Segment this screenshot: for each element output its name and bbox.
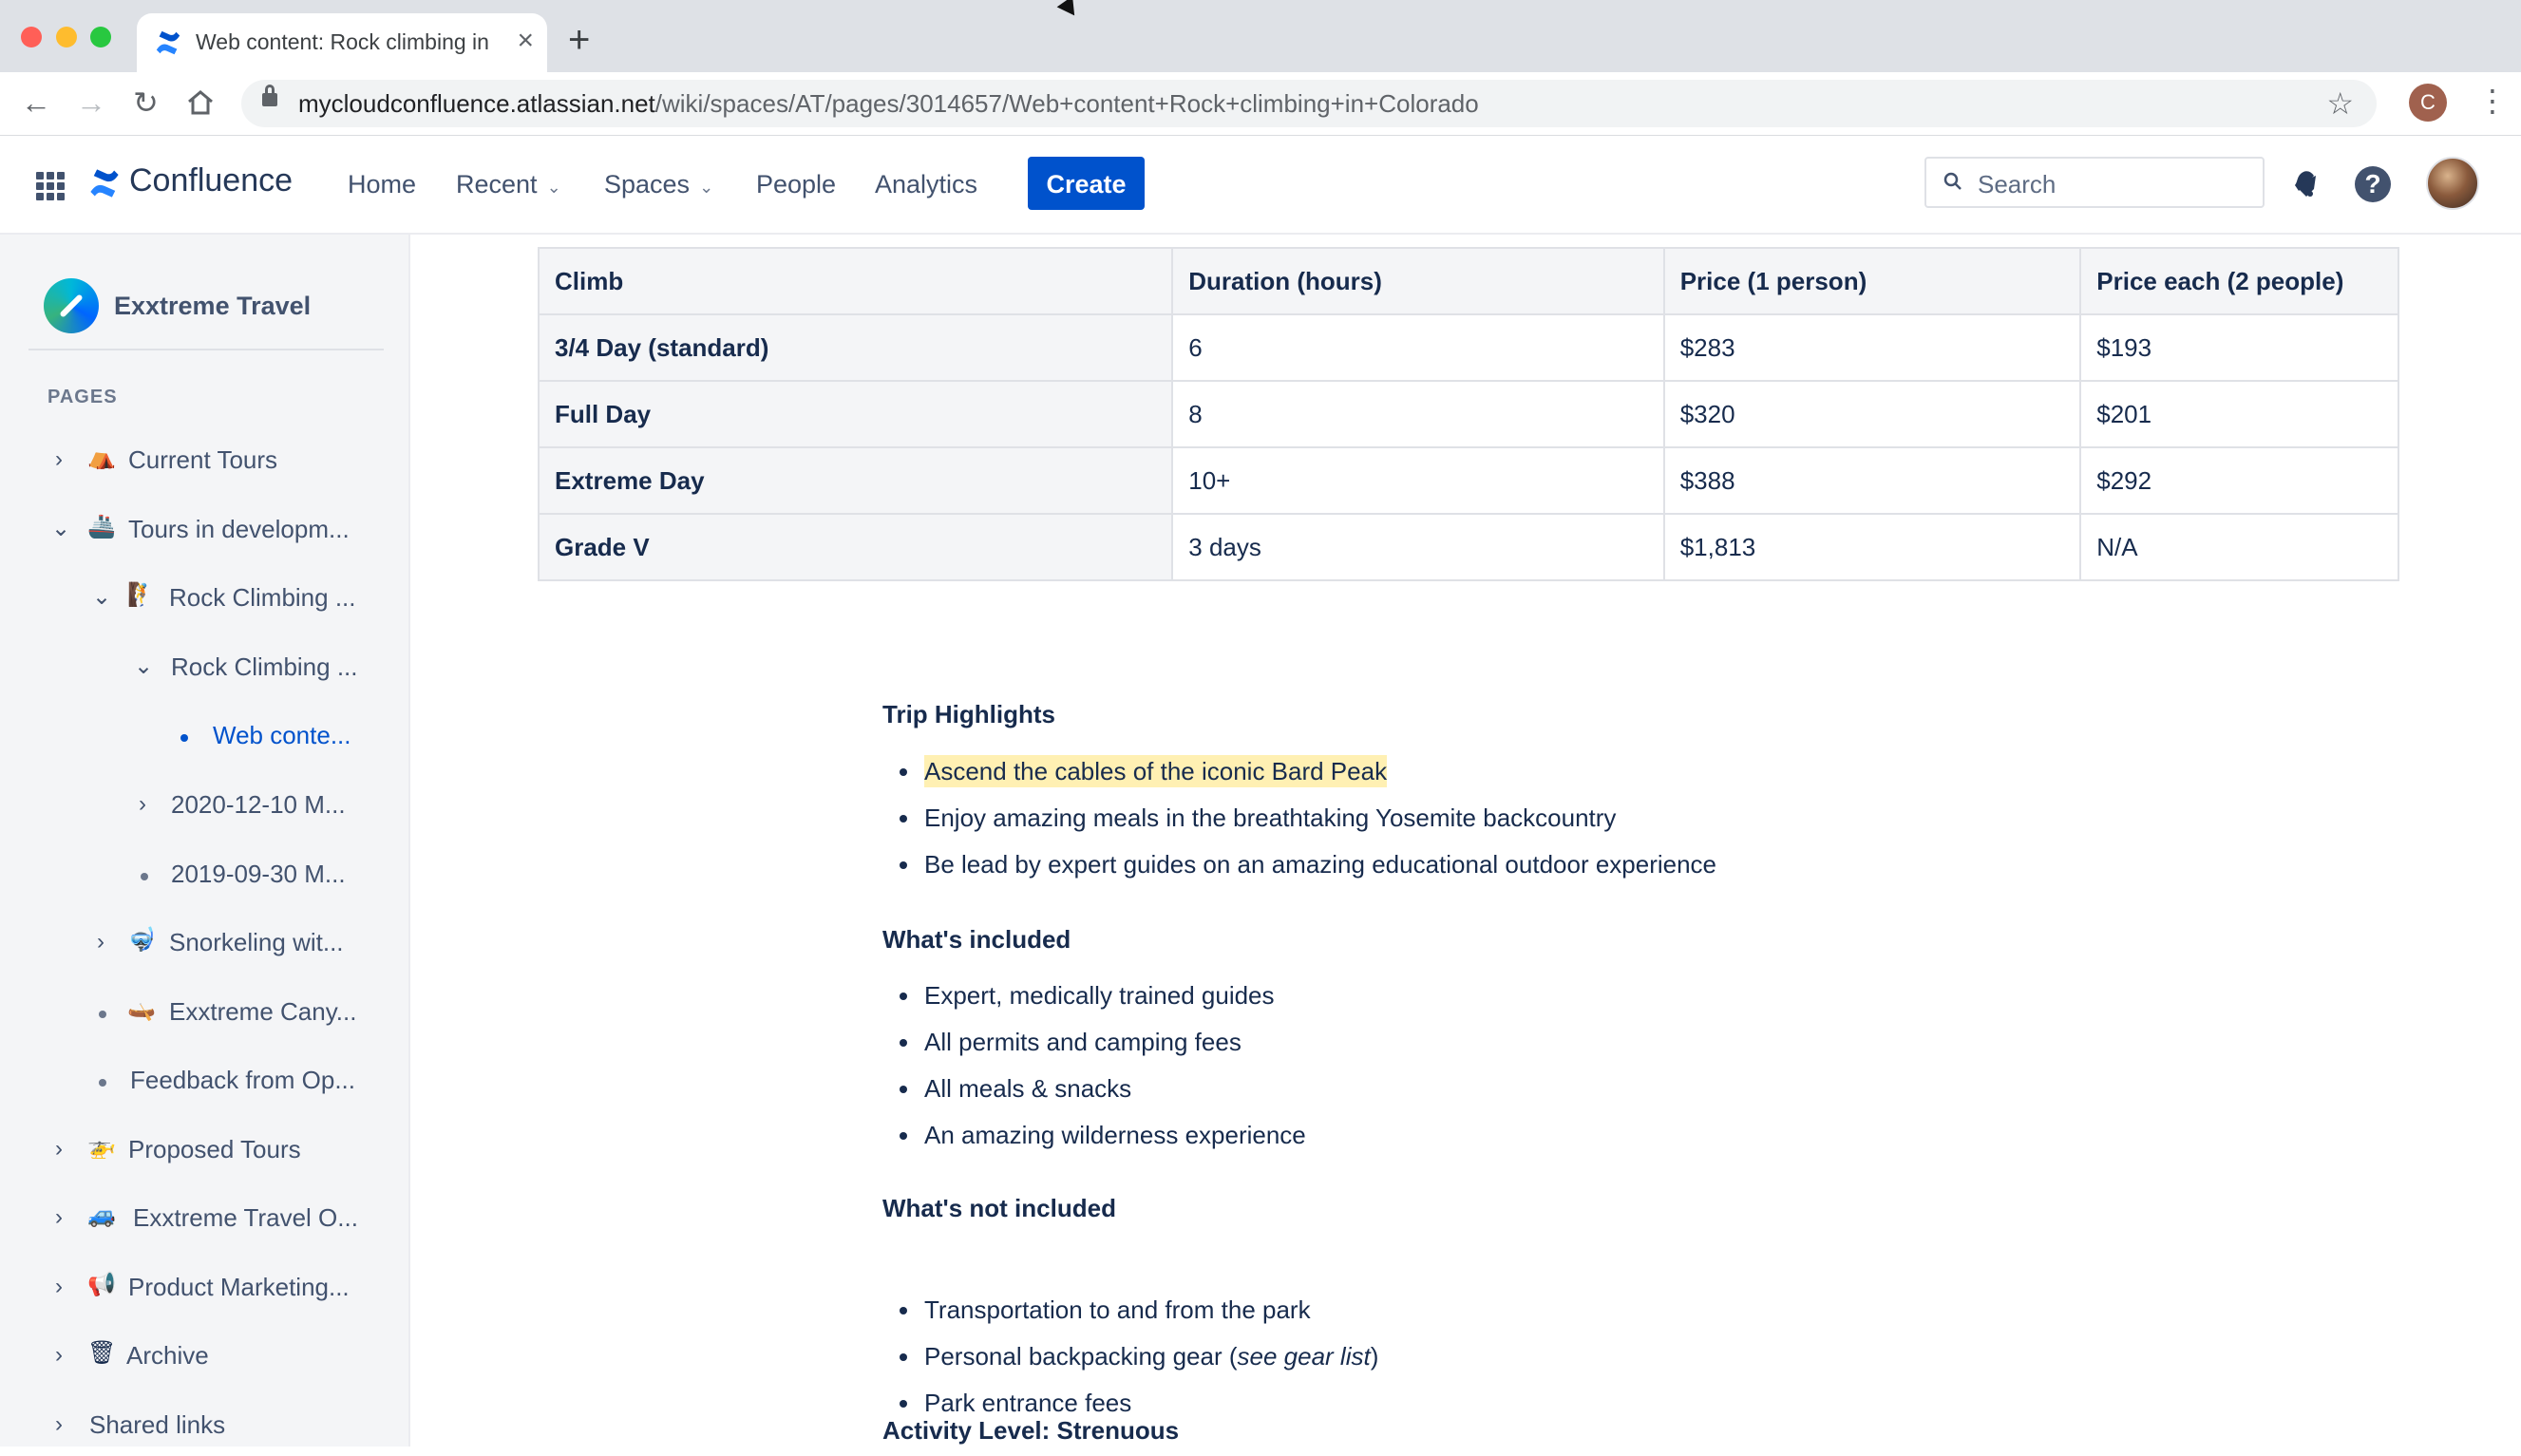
table-cell: Full Day xyxy=(539,381,1172,447)
sidebar-item-rock-climbing-child[interactable] xyxy=(0,641,399,698)
sidebar-item-rock-climbing[interactable] xyxy=(0,572,399,629)
sidebar-item-label: Snorkeling wit... xyxy=(169,928,344,956)
trip-highlights-list xyxy=(882,748,1716,888)
sidebar-item-label: Proposed Tours xyxy=(128,1135,301,1163)
table-header-cell: Climb xyxy=(539,248,1172,314)
table-row xyxy=(539,381,2398,447)
nav-home[interactable] xyxy=(348,170,416,199)
list-item: An amazing wilderness experience xyxy=(924,1112,1306,1159)
snorkel-icon: 🤿 xyxy=(127,927,156,953)
bullet-dot-icon xyxy=(141,873,148,880)
list-item: Enjoy amazing meals in the breathtaking Yosemite backcountry xyxy=(924,795,1716,841)
nav-people[interactable] xyxy=(756,170,836,199)
trash-icon: 🗑 xyxy=(87,1340,117,1366)
not-included-section xyxy=(882,1194,1116,1223)
list-item xyxy=(924,1333,1378,1380)
section-heading: Activity Level: Strenuous xyxy=(882,1416,1180,1445)
trip-highlights-section xyxy=(882,700,1055,729)
highlighted-text: Ascend the cables of the iconic Bard Peak xyxy=(924,757,1388,785)
included-list xyxy=(882,973,1306,1159)
sidebar-item-label: Exxtreme Travel O... xyxy=(133,1203,358,1232)
sidebar-item-label: Shared links xyxy=(89,1410,226,1439)
table-cell: 3 days xyxy=(1172,514,1663,580)
table-header-cell: Price each (2 people) xyxy=(2080,248,2398,314)
nav-spaces-label: Spaces xyxy=(604,170,691,199)
bookmark-star-icon[interactable]: ☆ xyxy=(2326,86,2354,121)
table-cell: Grade V xyxy=(539,514,1172,580)
address-bar[interactable] xyxy=(241,80,2377,127)
table-row xyxy=(539,314,2398,381)
browser-toolbar xyxy=(0,72,2521,136)
app-switcher-icon[interactable] xyxy=(36,172,65,200)
sidebar-item-proposed-tours[interactable] xyxy=(0,1124,399,1181)
tab-title: Web content: Rock climbing in xyxy=(196,29,489,54)
confluence-favicon-icon xyxy=(154,28,182,57)
nav-analytics[interactable] xyxy=(875,170,977,199)
list-item: Transportation to and from the park xyxy=(924,1287,1378,1333)
lock-icon xyxy=(262,93,277,106)
nav-recent-label: Recent xyxy=(456,170,538,199)
not-included-list xyxy=(882,1287,1378,1427)
sidebar-item-label: Tours in developm... xyxy=(128,515,350,543)
chevron-right-icon[interactable]: › xyxy=(55,1411,63,1437)
chevron-right-icon[interactable]: › xyxy=(55,1136,63,1162)
sidebar-item-label: Web conte... xyxy=(213,721,351,749)
url-text xyxy=(298,89,1479,119)
list-item: All permits and camping fees xyxy=(924,1019,1306,1066)
tab-close-icon[interactable]: × xyxy=(517,25,534,56)
bullet-dot-icon xyxy=(180,734,188,742)
sidebar-item-label: Product Marketing... xyxy=(128,1273,350,1301)
sidebar-item-exxtreme-canyon[interactable] xyxy=(0,986,399,1043)
list-item: All meals & snacks xyxy=(924,1066,1306,1112)
chevron-down-icon[interactable]: ⌄ xyxy=(134,653,154,679)
sidebar-item-snorkeling[interactable] xyxy=(0,917,399,974)
chevron-down-icon[interactable]: ⌄ xyxy=(92,584,112,610)
browser-profile-avatar[interactable]: C xyxy=(2409,84,2447,122)
nav-recent[interactable] xyxy=(456,170,561,199)
bullet-dot-icon xyxy=(99,1011,106,1018)
home-icon[interactable] xyxy=(186,89,215,116)
table-header-cell: Duration (hours) xyxy=(1172,248,1663,314)
sidebar-item-tours-in-development[interactable] xyxy=(0,503,399,560)
table-cell: $201 xyxy=(2080,381,2398,447)
url-path: /wiki/spaces/AT/pages/3014657/Web+content+Rock+climbing+in+Colorado xyxy=(654,89,1479,118)
list-item: Park entrance fees xyxy=(924,1380,1378,1427)
pages-section-label: PAGES xyxy=(47,387,118,407)
tent-icon: ⛺ xyxy=(87,444,116,470)
chevron-down-icon[interactable]: ⌄ xyxy=(51,516,71,541)
window-maximize-button[interactable] xyxy=(90,27,111,47)
nav-analytics-label: Analytics xyxy=(875,170,978,199)
table-header-row xyxy=(539,248,2398,314)
search-input[interactable] xyxy=(1924,157,2265,208)
chevron-right-icon[interactable]: › xyxy=(55,1204,63,1230)
list-item: Be lead by expert guides on an amazing educational outdoor experience xyxy=(924,841,1716,888)
section-heading: Trip Highlights xyxy=(882,700,1055,728)
table-cell: 10+ xyxy=(1172,447,1663,514)
help-icon[interactable]: ? xyxy=(2355,166,2391,202)
car-icon: 🚙 xyxy=(87,1202,116,1228)
mouse-cursor-icon xyxy=(1057,0,1083,21)
chevron-down-icon: ⌄ xyxy=(546,178,561,197)
sidebar-item-label: 2019-09-30 M... xyxy=(171,860,346,888)
climber-icon: 🧗 xyxy=(127,582,156,608)
helicopter-icon: 🚁 xyxy=(87,1134,116,1160)
section-heading: What's included xyxy=(882,925,1071,954)
table-cell: $1,813 xyxy=(1664,514,2081,580)
table-cell: $320 xyxy=(1664,381,2081,447)
sidebar-item-current-tours[interactable] xyxy=(0,434,399,491)
gear-list-link[interactable]: see gear list xyxy=(1237,1342,1371,1371)
bullet-dot-icon xyxy=(99,1079,106,1087)
sidebar-item-label: 2020-12-10 M... xyxy=(171,790,346,819)
table-cell: $292 xyxy=(2080,447,2398,514)
nav-spaces[interactable] xyxy=(604,170,713,199)
sidebar-item-archive[interactable] xyxy=(0,1330,399,1387)
sidebar-item-label: Rock Climbing ... xyxy=(171,652,358,681)
search-icon xyxy=(1943,172,1962,191)
megaphone-icon: 📢 xyxy=(87,1272,116,1297)
space-logo-icon xyxy=(44,278,99,333)
nav-home-label: Home xyxy=(348,170,417,199)
table-cell: 3/4 Day (standard) xyxy=(539,314,1172,381)
table-row xyxy=(539,447,2398,514)
url-host: mycloudconfluence.atlassian.net xyxy=(298,89,655,118)
nav-people-label: People xyxy=(756,170,837,199)
window-close-button[interactable] xyxy=(21,27,42,47)
sidebar-item-exxtreme-travel-ops[interactable] xyxy=(0,1192,399,1249)
activity-level-section xyxy=(882,1416,1179,1446)
table-cell: Extreme Day xyxy=(539,447,1172,514)
table-cell: $388 xyxy=(1664,447,2081,514)
chevron-down-icon: ⌄ xyxy=(699,178,714,197)
table-cell: 6 xyxy=(1172,314,1663,381)
sidebar-item-label: Rock Climbing ... xyxy=(169,583,356,612)
table-cell: 8 xyxy=(1172,381,1663,447)
included-section xyxy=(882,925,1071,955)
list-item-text: ) xyxy=(1370,1342,1379,1371)
forward-arrow-icon[interactable]: → xyxy=(76,85,106,120)
sidebar-item-label: Exxtreme Cany... xyxy=(169,997,357,1026)
sidebar-item-product-marketing[interactable] xyxy=(0,1261,399,1318)
table-row xyxy=(539,514,2398,580)
table-header-cell: Price (1 person) xyxy=(1664,248,2081,314)
search-placeholder: Search xyxy=(1978,170,2057,199)
sidebar-item-2019-09-30[interactable] xyxy=(0,848,399,905)
chevron-right-icon[interactable]: › xyxy=(55,446,63,472)
user-avatar[interactable] xyxy=(2426,157,2479,210)
ship-icon: 🚢 xyxy=(87,514,116,539)
browser-tab-active[interactable] xyxy=(137,13,547,72)
reload-icon[interactable]: ↻ xyxy=(133,85,159,120)
confluence-logo-icon[interactable] xyxy=(87,166,122,200)
new-tab-icon[interactable]: + xyxy=(568,19,591,61)
space-name: Exxtreme Travel xyxy=(114,292,312,320)
pricing-table xyxy=(538,247,2399,581)
sidebar-divider xyxy=(28,349,384,350)
table-cell: N/A xyxy=(2080,514,2398,580)
space-sidebar xyxy=(0,235,410,1447)
list-item: Expert, medically trained guides xyxy=(924,973,1306,1019)
chevron-right-icon[interactable]: › xyxy=(55,1342,63,1368)
sidebar-item-web-content[interactable] xyxy=(0,709,399,766)
section-heading: What's not included xyxy=(882,1194,1116,1222)
back-arrow-icon[interactable]: ← xyxy=(21,85,51,120)
table-cell: $283 xyxy=(1664,314,2081,381)
space-header[interactable] xyxy=(44,278,386,345)
list-item xyxy=(924,748,1716,795)
list-item-text: Personal backpacking gear ( xyxy=(924,1342,1238,1371)
window-minimize-button[interactable] xyxy=(56,27,77,47)
sidebar-item-2020-12-10[interactable] xyxy=(0,779,399,836)
create-button[interactable]: Create xyxy=(1028,157,1145,210)
canoe-icon: 🛶 xyxy=(127,996,156,1022)
confluence-header xyxy=(0,136,2521,235)
sidebar-item-feedback[interactable] xyxy=(0,1054,399,1111)
table-cell: $193 xyxy=(2080,314,2398,381)
browser-menu-icon[interactable]: ⋮ xyxy=(2477,84,2508,118)
sidebar-item-label: Archive xyxy=(126,1341,209,1370)
sidebar-item-label: Feedback from Op... xyxy=(130,1066,355,1094)
notifications-bell-icon[interactable] xyxy=(2289,164,2323,202)
sidebar-item-shared-links[interactable] xyxy=(0,1399,399,1456)
sidebar-item-label: Current Tours xyxy=(128,445,278,474)
chevron-right-icon[interactable]: › xyxy=(55,1274,63,1299)
chevron-right-icon[interactable]: › xyxy=(97,929,104,955)
browser-tab-bar xyxy=(0,0,2521,72)
chevron-right-icon[interactable]: › xyxy=(139,791,146,817)
confluence-logo-text[interactable]: Confluence xyxy=(129,162,294,199)
page-content xyxy=(412,235,2521,1447)
